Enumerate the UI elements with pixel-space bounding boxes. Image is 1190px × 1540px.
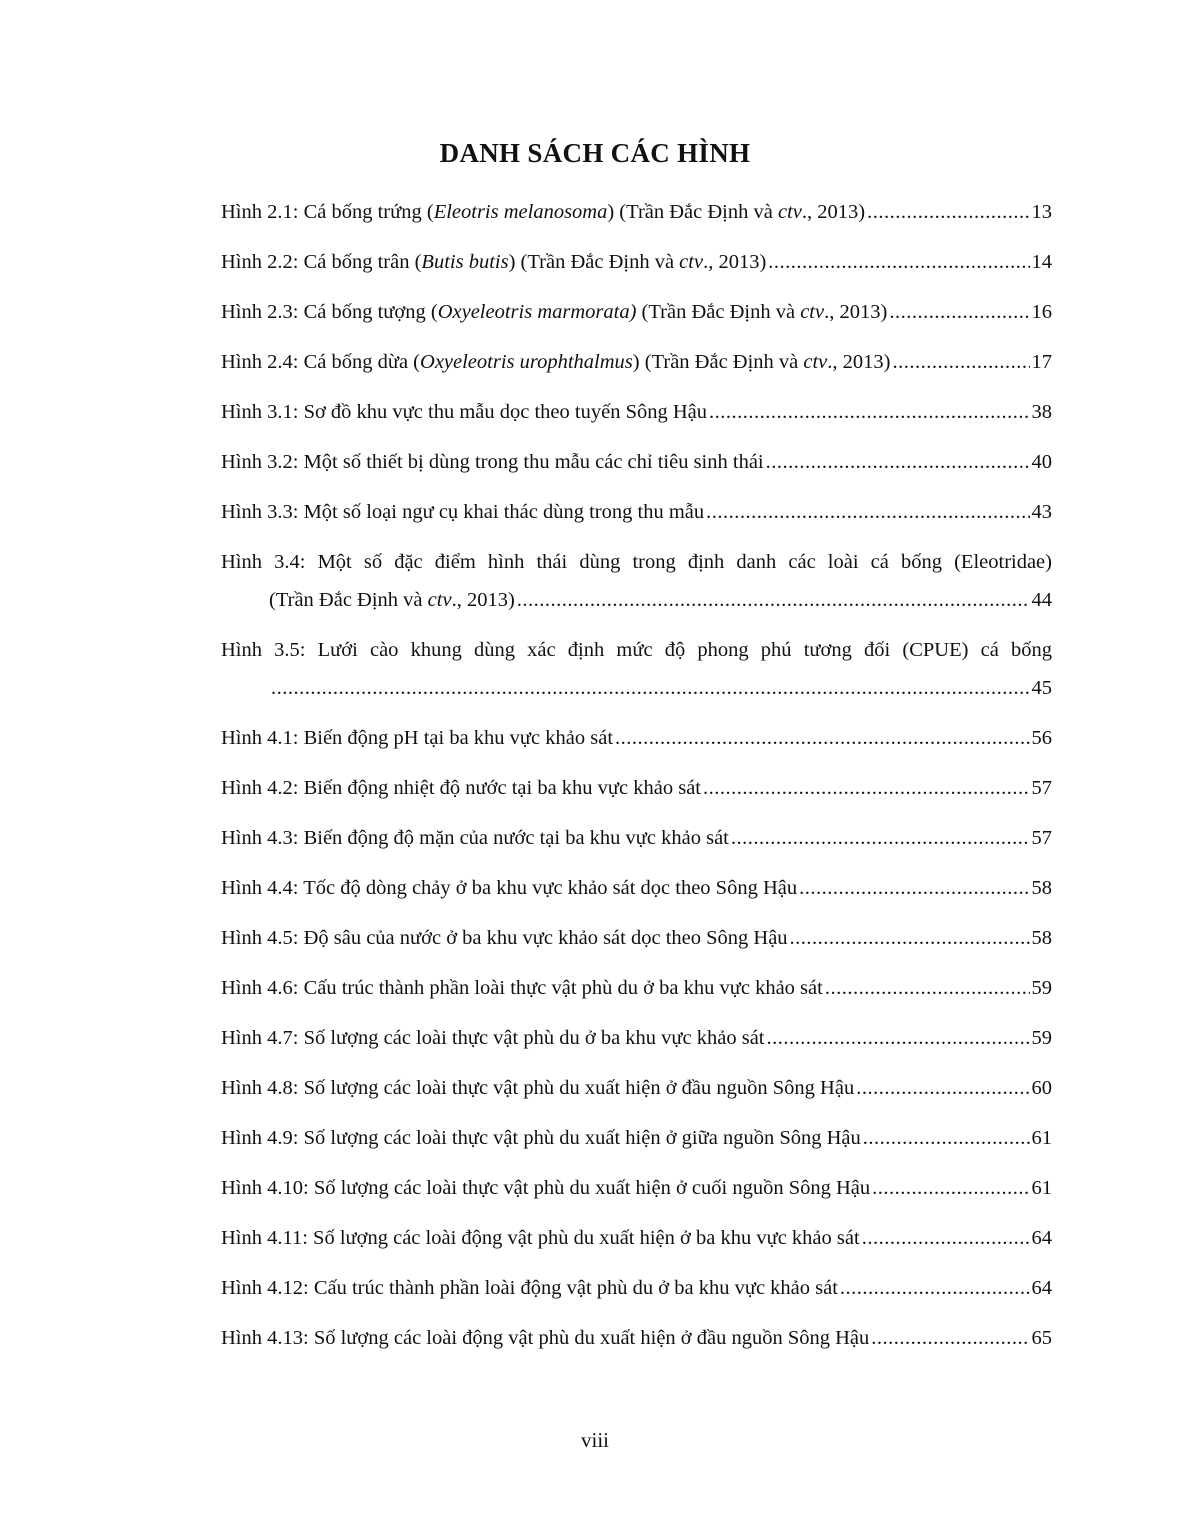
list-item[interactable]: Hình 4.11: Số lượng các loài động vật phù du xuất hiện ở ba khu vực khảo sát ..... 64 — [221, 1219, 1052, 1257]
list-item[interactable]: Hình 4.1: Biến động pH tại ba khu vực khảo sát ..... 56 — [221, 719, 1052, 757]
list-item[interactable]: Hình 2.2: Cá bống trân (Butis butis) (Trần Đắc Định và ctv., 2013) ..... 14 — [221, 243, 1052, 281]
page-ref: 58 — [1031, 877, 1052, 899]
list-item[interactable]: Hình 3.1: Sơ đồ khu vực thu mẫu dọc theo tuyến Sông Hậu ..... 38 — [221, 393, 1052, 431]
page-ref: 56 — [1031, 727, 1052, 749]
leader-dots — [871, 1319, 1029, 1357]
page-ref: 60 — [1031, 1077, 1052, 1099]
page-ref: 44 — [1031, 589, 1052, 611]
list-item[interactable]: Hình 4.9: Số lượng các loài thực vật phù du xuất hiện ở giữa nguồn Sông Hậu ..... 61 — [221, 1119, 1052, 1157]
leader-dots — [615, 719, 1029, 757]
list-item[interactable]: Hình 3.2: Một số thiết bị dùng trong thu mẫu các chỉ tiêu sinh thái ..... 40 — [221, 443, 1052, 481]
list-item[interactable]: Hình 4.6: Cấu trúc thành phần loài thực vật phù du ở ba khu vực khảo sát ..... 59 — [221, 969, 1052, 1007]
page-ref: 64 — [1031, 1277, 1052, 1299]
leader-dots — [517, 581, 1030, 619]
leader-dots — [825, 969, 1030, 1007]
leader-dots — [709, 393, 1029, 431]
leader-dots — [706, 493, 1029, 531]
leader-dots — [856, 1069, 1029, 1107]
leader-dots — [768, 243, 1029, 281]
leader-dots — [867, 193, 1029, 231]
list-item[interactable]: Hình 3.5: Lưới cào khung dùng xác định mức độ phong phú tương đối (CPUE) cá bống ..... 45 — [221, 631, 1052, 707]
list-item[interactable]: Hình 4.4: Tốc độ dòng chảy ở ba khu vực khảo sát dọc theo Sông Hậu ..... 58 — [221, 869, 1052, 907]
leader-dots — [703, 769, 1030, 807]
leader-dots — [766, 443, 1030, 481]
page-ref: 17 — [1031, 351, 1052, 373]
page-ref: 58 — [1031, 927, 1052, 949]
leader-dots — [271, 669, 1030, 707]
list-item[interactable]: Hình 4.13: Số lượng các loài động vật phù du xuất hiện ở đầu nguồn Sông Hậu ..... 65 — [221, 1319, 1052, 1357]
leader-dots — [872, 1169, 1029, 1207]
list-item[interactable]: Hình 2.1: Cá bống trứng (Eleotris melanosoma) (Trần Đắc Định và ctv., 2013) ..... 13 — [221, 193, 1052, 231]
leader-dots — [840, 1269, 1030, 1307]
page-ref: 40 — [1031, 451, 1052, 473]
leader-dots — [731, 819, 1030, 857]
page-ref: 57 — [1031, 777, 1052, 799]
page-ref: 59 — [1031, 977, 1052, 999]
page-number: viii — [580, 1428, 609, 1452]
page-ref: 59 — [1031, 1027, 1052, 1049]
list-item[interactable]: Hình 2.4: Cá bống dừa (Oxyeleotris urophthalmus) (Trần Đắc Định và ctv., 2013) ..... 17 — [221, 343, 1052, 381]
page-ref: 16 — [1031, 301, 1052, 323]
leader-dots — [862, 1219, 1030, 1257]
list-item[interactable]: Hình 4.3: Biến động độ mặn của nước tại ba khu vực khảo sát ..... 57 — [221, 819, 1052, 857]
leader-dots — [889, 293, 1029, 331]
list-item[interactable]: Hình 4.2: Biến động nhiệt độ nước tại ba khu vực khảo sát ..... 57 — [221, 769, 1052, 807]
leader-dots — [893, 343, 1030, 381]
figure-list — [221, 193, 1052, 1369]
list-item[interactable]: Hình 4.5: Độ sâu của nước ở ba khu vực khảo sát dọc theo Sông Hậu ..... 58 — [221, 919, 1052, 957]
leader-dots — [799, 869, 1029, 907]
page-title: DANH SÁCH CÁC HÌNH — [439, 138, 751, 168]
list-item[interactable]: Hình 2.3: Cá bống tượng (Oxyeleotris marmorata) (Trần Đắc Định và ctv., 2013) ..... 16 — [221, 293, 1052, 331]
page-ref: 43 — [1031, 501, 1052, 523]
page-ref: 14 — [1031, 251, 1052, 273]
page-ref: 45 — [1031, 677, 1052, 699]
page-ref: 64 — [1031, 1227, 1052, 1249]
page-ref: 61 — [1031, 1177, 1052, 1199]
leader-dots — [767, 1019, 1030, 1057]
list-item[interactable]: Hình 3.3: Một số loại ngư cụ khai thác dùng trong thu mẫu ..... 43 — [221, 493, 1052, 531]
list-item[interactable]: Hình 3.4: Một số đặc điểm hình thái dùng trong định danh các loài cá bống (Eleotridae) (Trần Đắc Định và ctv., 2013) ..... 44 — [221, 543, 1052, 619]
list-item[interactable]: Hình 4.7: Số lượng các loài thực vật phù du ở ba khu vực khảo sát ..... 59 — [221, 1019, 1052, 1057]
list-item[interactable]: Hình 4.8: Số lượng các loài thực vật phù du xuất hiện ở đầu nguồn Sông Hậu ..... 60 — [221, 1069, 1052, 1107]
list-item[interactable]: Hình 4.12: Cấu trúc thành phần loài động vật phù du ở ba khu vực khảo sát ..... 64 — [221, 1269, 1052, 1307]
page-ref: 38 — [1031, 401, 1052, 423]
page-ref: 13 — [1031, 201, 1052, 223]
list-item[interactable]: Hình 4.10: Số lượng các loài thực vật phù du xuất hiện ở cuối nguồn Sông Hậu ..... 61 — [221, 1169, 1052, 1207]
leader-dots — [863, 1119, 1030, 1157]
page-ref: 61 — [1031, 1127, 1052, 1149]
leader-dots — [790, 919, 1030, 957]
page-ref: 65 — [1031, 1327, 1052, 1349]
page-ref: 57 — [1031, 827, 1052, 849]
